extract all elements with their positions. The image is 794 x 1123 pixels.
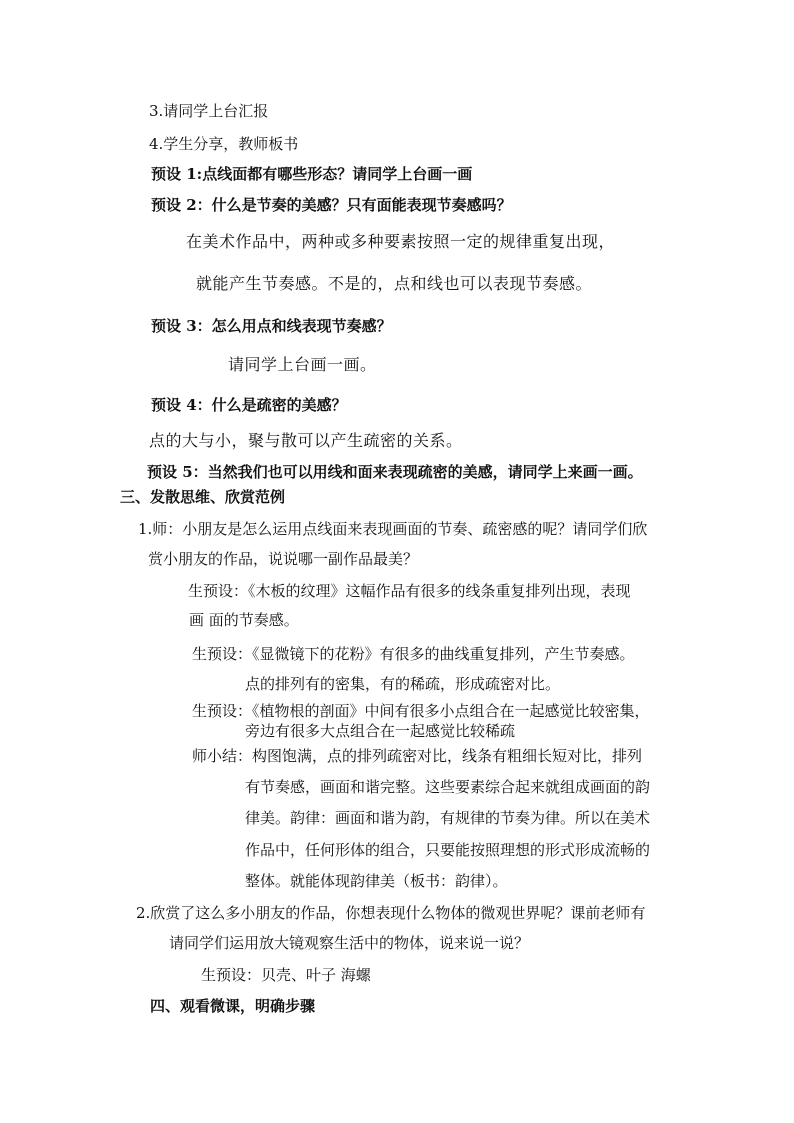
preset-5-line: 预设 5：当然我们也可以用线和面来表现疏密的美感，请同学上来画一画。 [147,463,643,481]
preset-4-answer: 点的大与小，聚与散可以产生疏密的关系。 [149,431,463,450]
student-preset-1-line-2: 画 面的节奏感。 [189,611,299,629]
section-4-heading: 四、观看微课，明确步骤 [150,997,316,1015]
student-preset-3-line-1: 生预设：《植物根的剖面》中间有很多小点组合在一起感觉比较密集， [192,702,650,720]
preset-2-line: 预设 2：什么是节奏的美感？只有面能表现节奏感吗？ [151,196,512,214]
section-3-heading: 三、发散思维、欣赏范例 [120,488,286,506]
item-2-line-1: 2.欣赏了这么多小朋友的作品，你想表现什么物体的微观世界呢？课前老师有 [136,904,646,922]
preset-2-answer-line-1: 在美术作品中，两种或多种要素按照一定的规律重复出现， [186,232,616,251]
teacher-summary-line-3: 律美。韵律：画面和谐为韵，有规律的节奏为律。所以在美术 [245,809,651,827]
preset-1-line: 预设 1:点线面都有哪些形态？请同学上台画一画 [151,165,473,183]
student-preset-2-line-1: 生预设：《显微镜下的花粉》有很多的曲线重复排列，产生节奏感。 [192,645,635,663]
teacher-summary-line-5: 整体。就能体现韵律美（板书：韵律）。 [245,872,508,890]
student-preset-3-line-2: 旁边有很多大点组合在一起感觉比较稀疏 [245,722,516,740]
teacher-summary-line-2: 有节奏感，画面和谐完整。这些要素综合起来就组成画面的韵 [245,778,651,796]
preset-3-answer: 请同学上台画一画。 [228,355,377,374]
item-1-line-2: 赏小朋友的作品，说说哪一副作品最美？ [148,550,419,568]
preset-4-line: 预设 4：什么是疏密的美感？ [151,396,347,414]
student-preset-4-line: 生预设：贝壳、叶子 海螺 [201,966,371,984]
item-2-line-2: 请同学们运用放大镜观察生活中的物体，说来说一说？ [169,934,530,952]
preset-2-answer-line-2: 就能产生节奏感。不是的，点和线也可以表现节奏感。 [196,274,593,293]
teacher-summary-line-1: 师小结：构图饱满，点的排列疏密对比，线条有粗细长短对比，排列 [192,747,643,765]
preset-3-line: 预设 3：怎么用点和线表现节奏感？ [151,317,392,335]
step-4-line: 4.学生分享，教师板书 [149,135,299,153]
item-1-line-1: 1.师：小朋友是怎么运用点线面来表现画面的节奏、疏密感的呢？请同学们欣 [138,520,648,538]
student-preset-1-line-1: 生预设：《木板的纹理》这幅作品有很多的线条重复排列出现，表现 [188,582,631,600]
teacher-summary-line-4: 作品中，任何形体的组合，只要能按照理想的形式形成流畅的 [245,841,651,859]
step-3-line: 3.请同学上台汇报 [149,102,269,120]
student-preset-2-line-2: 点的排列有的密集，有的稀疏，形成疏密对比。 [245,675,561,693]
